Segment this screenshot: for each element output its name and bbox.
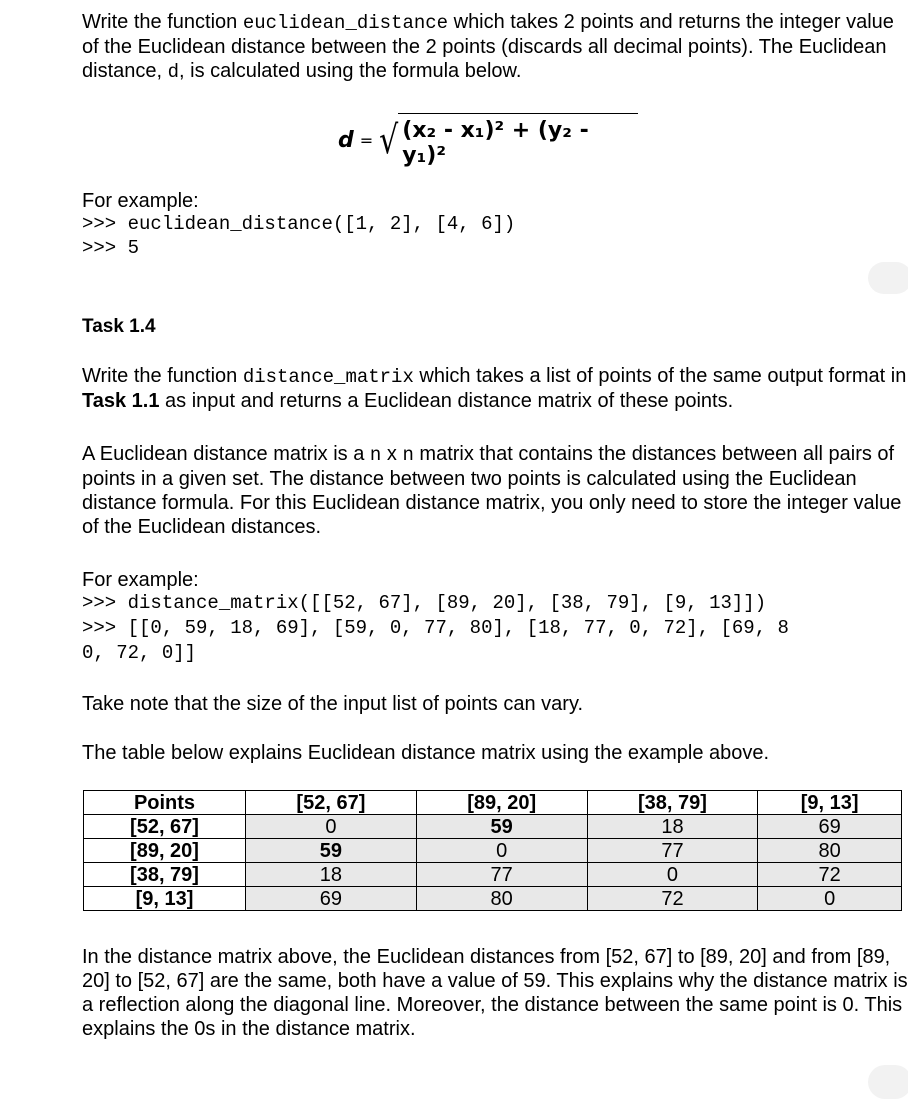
table-cell: 77 — [587, 839, 758, 863]
formula-equals: = — [359, 130, 374, 150]
example1-call: >>> euclidean_distance([1, 2], [4, 6]) — [82, 213, 516, 235]
example2-call: >>> distance_matrix([[52, 67], [89, 20], [38, 79], [9, 13]]) — [82, 592, 767, 614]
task-heading: Task 1.4 — [82, 316, 156, 337]
intro-paragraph: Write the function euclidean_distance which takes 2 points and returns the integer value of the Euclidean distance between the 2 points (discards all decimal points). The Euclidean distance, d, is calculated using the formula below. — [82, 11, 894, 83]
function-name-matrix: distance_matrix — [242, 366, 414, 388]
example2-result-line1: >>> [[0, 59, 18, 69], [59, 0, 77, 80], [18, 77, 0, 72], [69, 8 — [82, 617, 789, 639]
table-cell: 80 — [758, 839, 902, 863]
table-cell: 18 — [587, 815, 758, 839]
function-name: euclidean_distance — [242, 12, 449, 34]
formula-radicand: (x₂ - x₁)² + (y₂ - y₁)² — [398, 113, 638, 168]
conclusion-paragraph: In the distance matrix above, the Euclidean distances from [52, 67] to [89, 20] and from [89, 20] to [52, 67] are the same, both have a value of 59. This explains why the distance matrix is a reflection along the diagonal line. Moreover, the distance between the same point is 0. This explains the 0s in the distance matrix. — [82, 946, 908, 1040]
row-header: [38, 79] — [84, 863, 246, 887]
row-header: [52, 67] — [84, 815, 246, 839]
table-intro: The table below explains Euclidean distance matrix using the example above. — [82, 742, 770, 764]
table-row — [84, 863, 902, 887]
sqrt-symbol: √ — [379, 117, 399, 163]
table-row — [84, 815, 902, 839]
example1-result: >>> 5 — [82, 237, 140, 259]
task-description: Write the function distance_matrix which takes a list of points of the same output format in Task 1.1 as input and returns a Euclidean distance matrix of these points. — [82, 365, 907, 412]
table-cell: 72 — [587, 887, 758, 911]
variable-d: d — [167, 61, 180, 83]
euclidean-formula — [338, 115, 638, 168]
header-cell: [52, 67] — [246, 791, 417, 815]
table-cell: 0 — [416, 839, 587, 863]
example2-label: For example: — [82, 569, 199, 591]
example2-result-line2: 0, 72, 0]] — [82, 642, 197, 664]
table-cell: 0 — [758, 887, 902, 911]
table-cell: 0 — [246, 815, 417, 839]
row-header: [89, 20] — [84, 839, 246, 863]
example1-label: For example: — [82, 190, 199, 212]
table-row — [84, 839, 902, 863]
formula-lhs: d — [338, 127, 354, 153]
table-header-row — [84, 791, 902, 815]
header-cell: [9, 13] — [758, 791, 902, 815]
margin-shade-top — [868, 262, 908, 294]
table-cell: 77 — [416, 863, 587, 887]
header-cell: Points — [84, 791, 246, 815]
table-cell: 0 — [587, 863, 758, 887]
table-cell: 72 — [758, 863, 902, 887]
table-cell: 69 — [246, 887, 417, 911]
header-cell: [38, 79] — [587, 791, 758, 815]
table-cell: 80 — [416, 887, 587, 911]
table-cell-highlight: 59 — [246, 839, 417, 863]
table-cell: 69 — [758, 815, 902, 839]
table-cell: 18 — [246, 863, 417, 887]
matrix-description: A Euclidean distance matrix is a n x n matrix that contains the distances between all pairs of points in a given set. The distance between two points is calculated using the Euclidean distance formula. For this Euclidean distance matrix, you only need to store the integer value of the Euclidean distances. — [82, 443, 902, 538]
header-cell: [89, 20] — [416, 791, 587, 815]
row-header: [9, 13] — [84, 887, 246, 911]
distance-matrix-table — [83, 790, 902, 911]
table-row — [84, 887, 902, 911]
table-cell-highlight: 59 — [416, 815, 587, 839]
task-reference: Task 1.1 — [82, 390, 160, 412]
margin-shade-bottom — [868, 1065, 908, 1099]
note-paragraph: Take note that the size of the input list of points can vary. — [82, 693, 584, 715]
